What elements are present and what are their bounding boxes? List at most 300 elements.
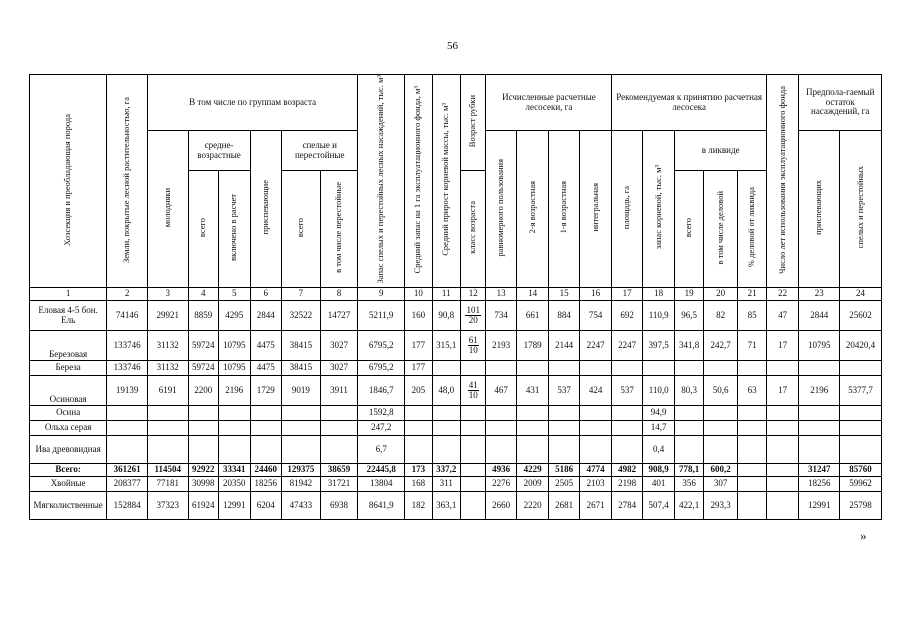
table-cell: 4774 bbox=[579, 464, 612, 477]
fraction-numerator: 41 bbox=[468, 380, 478, 390]
table-cell: 6204 bbox=[250, 492, 282, 520]
table-cell bbox=[766, 421, 799, 436]
table-cell bbox=[219, 436, 251, 464]
table-cell bbox=[738, 421, 766, 436]
header-years-use: Число лет использования эксплуатационного фонда bbox=[766, 75, 799, 288]
header-uniform: равномерного пользования bbox=[486, 131, 516, 288]
header-age-class: класс возраста bbox=[460, 171, 485, 288]
table-row bbox=[30, 406, 882, 421]
table-cell bbox=[738, 436, 766, 464]
table-row bbox=[30, 436, 882, 464]
table-cell: 63 bbox=[738, 376, 766, 406]
column-number: 15 bbox=[549, 288, 579, 301]
table-cell bbox=[432, 361, 460, 376]
table-cell: 14,7 bbox=[642, 421, 675, 436]
table-cell: 177 bbox=[405, 361, 432, 376]
table-cell: 754 bbox=[579, 301, 612, 331]
table-cell bbox=[738, 361, 766, 376]
column-number: 10 bbox=[405, 288, 432, 301]
header-root-stock: запас корневой, тыс. м³ bbox=[642, 131, 675, 288]
age-class-cell bbox=[460, 464, 485, 477]
table-cell bbox=[549, 406, 579, 421]
header-liq-percent: % деловой от ликвида bbox=[738, 171, 766, 288]
table-cell: 0,4 bbox=[642, 436, 675, 464]
table-cell: 2009 bbox=[516, 477, 549, 492]
table-cell: 2144 bbox=[549, 331, 579, 361]
table-cell: 96,5 bbox=[675, 301, 703, 331]
table-cell: 315,1 bbox=[432, 331, 460, 361]
column-number: 7 bbox=[282, 288, 321, 301]
table-cell: 2198 bbox=[612, 477, 642, 492]
table-cell: 20420,4 bbox=[840, 331, 882, 361]
column-number: 13 bbox=[486, 288, 516, 301]
table-cell: 18256 bbox=[799, 477, 840, 492]
table-cell: 30998 bbox=[188, 477, 218, 492]
fraction-denominator: 10 bbox=[468, 390, 478, 400]
age-class-fraction bbox=[468, 381, 479, 400]
table-cell: 778,1 bbox=[675, 464, 703, 477]
table-cell: 692 bbox=[612, 301, 642, 331]
column-number: 18 bbox=[642, 288, 675, 301]
table-cell: 2196 bbox=[799, 376, 840, 406]
table-cell: 48,0 bbox=[432, 376, 460, 406]
table-row bbox=[30, 331, 882, 361]
table-cell: 507,4 bbox=[642, 492, 675, 520]
table-cell: 85760 bbox=[840, 464, 882, 477]
header-remainder: Предпола-гаемый остаток насаждений, га bbox=[799, 75, 882, 131]
table-cell bbox=[675, 361, 703, 376]
table-cell: 3911 bbox=[320, 376, 358, 406]
table-cell: 422,1 bbox=[675, 492, 703, 520]
table-cell: 2247 bbox=[612, 331, 642, 361]
header-mature: спелые и перестойные bbox=[282, 131, 358, 171]
row-label: Мягколиственные bbox=[30, 492, 107, 520]
table-cell: 38415 bbox=[282, 331, 321, 361]
table-cell bbox=[405, 421, 432, 436]
table-cell bbox=[486, 406, 516, 421]
table-cell: 311 bbox=[432, 477, 460, 492]
age-class-fraction bbox=[468, 336, 479, 355]
table-cell: 38415 bbox=[282, 361, 321, 376]
header-section: Хозсекция и преобладающая порода bbox=[30, 75, 107, 288]
table-cell: 2681 bbox=[549, 492, 579, 520]
continuation-mark: » bbox=[860, 528, 867, 543]
table-cell: 133746 bbox=[107, 331, 148, 361]
table-cell bbox=[549, 421, 579, 436]
table-cell: 31132 bbox=[147, 331, 188, 361]
table-cell bbox=[320, 421, 358, 436]
row-label: Березовая bbox=[30, 331, 107, 361]
header-integral: интегральная bbox=[579, 131, 612, 288]
table-cell: 168 bbox=[405, 477, 432, 492]
table-cell bbox=[766, 361, 799, 376]
table-cell: 90,8 bbox=[432, 301, 460, 331]
table-cell: 92922 bbox=[188, 464, 218, 477]
table-cell bbox=[250, 436, 282, 464]
header-mid-total: всего bbox=[188, 171, 218, 288]
table-cell: 85 bbox=[738, 301, 766, 331]
table-cell: 47433 bbox=[282, 492, 321, 520]
table-cell: 424 bbox=[579, 376, 612, 406]
table-cell: 341,8 bbox=[675, 331, 703, 361]
column-number: 12 bbox=[460, 288, 485, 301]
table-cell: 177 bbox=[405, 331, 432, 361]
row-label: Осиновая bbox=[30, 376, 107, 406]
table-cell bbox=[516, 436, 549, 464]
table-cell bbox=[703, 361, 738, 376]
header-cutting-age: Возраст рубки bbox=[460, 75, 485, 171]
table-cell bbox=[579, 421, 612, 436]
page-number: 56 bbox=[447, 40, 458, 52]
table-cell: 38659 bbox=[320, 464, 358, 477]
header-liq-total: всего bbox=[675, 171, 703, 288]
header-rem-maturing: приспевающих bbox=[799, 131, 840, 288]
table-cell: 4295 bbox=[219, 301, 251, 331]
table-cell: 29921 bbox=[147, 301, 188, 331]
header-mature-total: всего bbox=[282, 171, 321, 288]
table-cell: 114504 bbox=[147, 464, 188, 477]
header-maturing: приспевающие bbox=[250, 131, 282, 288]
table-cell: 397,5 bbox=[642, 331, 675, 361]
table-cell: 10795 bbox=[799, 331, 840, 361]
table-cell: 247,2 bbox=[358, 421, 405, 436]
column-number: 21 bbox=[738, 288, 766, 301]
table-cell: 401 bbox=[642, 477, 675, 492]
table-cell bbox=[188, 406, 218, 421]
table-cell: 32522 bbox=[282, 301, 321, 331]
table-cell bbox=[642, 361, 675, 376]
column-number: 9 bbox=[358, 288, 405, 301]
table-cell bbox=[799, 361, 840, 376]
column-number: 22 bbox=[766, 288, 799, 301]
header-overmature: в том числе перестойные bbox=[320, 171, 358, 288]
table-cell bbox=[579, 436, 612, 464]
table-cell bbox=[675, 406, 703, 421]
table-row bbox=[30, 477, 882, 492]
table-cell: 2505 bbox=[549, 477, 579, 492]
header-second-age: 2-я возрастная bbox=[516, 131, 549, 288]
table-cell: 661 bbox=[516, 301, 549, 331]
table-cell bbox=[840, 421, 882, 436]
table-cell bbox=[486, 361, 516, 376]
column-number: 3 bbox=[147, 288, 188, 301]
age-class-cell bbox=[460, 421, 485, 436]
column-number: 1 bbox=[30, 288, 107, 301]
table-cell bbox=[766, 477, 799, 492]
table-cell bbox=[703, 436, 738, 464]
table-cell bbox=[320, 406, 358, 421]
table-cell bbox=[612, 436, 642, 464]
table-cell bbox=[799, 421, 840, 436]
table-cell bbox=[766, 436, 799, 464]
table-cell bbox=[107, 406, 148, 421]
table-cell: 4936 bbox=[486, 464, 516, 477]
table-cell: 6,7 bbox=[358, 436, 405, 464]
table-cell bbox=[703, 406, 738, 421]
table-cell: 3027 bbox=[320, 361, 358, 376]
table-cell: 18256 bbox=[250, 477, 282, 492]
table-cell: 6191 bbox=[147, 376, 188, 406]
header-avg-stock: Средний запас на 1 га эксплуатационного фонда, м³ bbox=[405, 75, 432, 288]
table-cell bbox=[282, 436, 321, 464]
forest-resources-table bbox=[29, 74, 882, 520]
table-cell bbox=[840, 436, 882, 464]
fraction-numerator: 61 bbox=[468, 335, 478, 345]
table-cell bbox=[612, 406, 642, 421]
table-cell bbox=[147, 421, 188, 436]
table-cell bbox=[320, 436, 358, 464]
table-cell: 356 bbox=[675, 477, 703, 492]
table-cell: 74146 bbox=[107, 301, 148, 331]
header-middle-aged: средне-возрастные bbox=[188, 131, 250, 171]
table-cell bbox=[486, 436, 516, 464]
table-cell bbox=[250, 421, 282, 436]
table-cell bbox=[612, 421, 642, 436]
table-row bbox=[30, 421, 882, 436]
column-number: 4 bbox=[188, 288, 218, 301]
table-cell: 205 bbox=[405, 376, 432, 406]
table-cell: 6795,2 bbox=[358, 331, 405, 361]
table-cell bbox=[107, 421, 148, 436]
fraction-numerator: 101 bbox=[466, 305, 480, 315]
fraction-denominator: 10 bbox=[468, 345, 478, 355]
table-cell: 361261 bbox=[107, 464, 148, 477]
table-cell: 133746 bbox=[107, 361, 148, 376]
age-class-cell bbox=[460, 492, 485, 520]
table-cell: 734 bbox=[486, 301, 516, 331]
column-number: 14 bbox=[516, 288, 549, 301]
table-cell bbox=[675, 436, 703, 464]
table-cell: 467 bbox=[486, 376, 516, 406]
table-cell: 110,9 bbox=[642, 301, 675, 331]
header-calculated-cuts: Исчисленные расчетные лесосеки, га bbox=[486, 75, 612, 131]
table-cell: 1846,7 bbox=[358, 376, 405, 406]
table-cell: 908,9 bbox=[642, 464, 675, 477]
table-cell: 2671 bbox=[579, 492, 612, 520]
table-cell: 59724 bbox=[188, 331, 218, 361]
column-number: 5 bbox=[219, 288, 251, 301]
fraction-denominator: 20 bbox=[468, 315, 478, 325]
header-young: молодняки bbox=[147, 131, 188, 288]
table-cell: 33341 bbox=[219, 464, 251, 477]
column-number: 6 bbox=[250, 288, 282, 301]
column-number: 19 bbox=[675, 288, 703, 301]
table-cell bbox=[612, 361, 642, 376]
table-cell: 5211,9 bbox=[358, 301, 405, 331]
column-number: 8 bbox=[320, 288, 358, 301]
table-cell: 2247 bbox=[579, 331, 612, 361]
table-row bbox=[30, 361, 882, 376]
table-cell bbox=[516, 361, 549, 376]
table-cell: 31247 bbox=[799, 464, 840, 477]
age-class-cell bbox=[460, 477, 485, 492]
table-cell: 9019 bbox=[282, 376, 321, 406]
table-cell bbox=[432, 406, 460, 421]
table-cell: 4475 bbox=[250, 361, 282, 376]
row-label: Ольха серая bbox=[30, 421, 107, 436]
header-rem-mature: спелых и перестойных bbox=[840, 131, 882, 288]
table-cell bbox=[282, 406, 321, 421]
table-cell bbox=[738, 477, 766, 492]
header-age-groups: В том числе по группам возраста bbox=[147, 75, 357, 131]
table-cell bbox=[432, 436, 460, 464]
table-cell bbox=[516, 421, 549, 436]
table-cell: 537 bbox=[612, 376, 642, 406]
table-cell bbox=[486, 421, 516, 436]
column-number: 20 bbox=[703, 288, 738, 301]
table-cell: 2103 bbox=[579, 477, 612, 492]
header-liquid: в ликвиде bbox=[675, 131, 766, 171]
table-cell bbox=[799, 406, 840, 421]
table-cell: 19139 bbox=[107, 376, 148, 406]
column-number: 11 bbox=[432, 288, 460, 301]
table-cell bbox=[766, 406, 799, 421]
table-cell: 25602 bbox=[840, 301, 882, 331]
table-cell: 160 bbox=[405, 301, 432, 331]
table-cell bbox=[840, 406, 882, 421]
table-cell: 2660 bbox=[486, 492, 516, 520]
table-cell: 152884 bbox=[107, 492, 148, 520]
table-cell bbox=[549, 436, 579, 464]
table-cell: 80,3 bbox=[675, 376, 703, 406]
table-cell: 173 bbox=[405, 464, 432, 477]
row-label: Еловая 4-5 бон. Ель bbox=[30, 301, 107, 331]
table-cell bbox=[405, 406, 432, 421]
table-cell bbox=[840, 361, 882, 376]
table-cell bbox=[549, 361, 579, 376]
table-cell: 71 bbox=[738, 331, 766, 361]
table-cell: 4982 bbox=[612, 464, 642, 477]
table-cell: 5186 bbox=[549, 464, 579, 477]
row-label: Береза bbox=[30, 361, 107, 376]
table-cell bbox=[282, 421, 321, 436]
table-row bbox=[30, 376, 882, 406]
column-number: 24 bbox=[840, 288, 882, 301]
table-cell: 77181 bbox=[147, 477, 188, 492]
table-cell bbox=[147, 406, 188, 421]
table-cell bbox=[703, 421, 738, 436]
age-class-cell bbox=[460, 361, 485, 376]
table-cell: 363,1 bbox=[432, 492, 460, 520]
column-number: 16 bbox=[579, 288, 612, 301]
table-cell: 17 bbox=[766, 331, 799, 361]
table-cell: 50,6 bbox=[703, 376, 738, 406]
table-cell: 14727 bbox=[320, 301, 358, 331]
table-cell: 1789 bbox=[516, 331, 549, 361]
age-class-cell bbox=[460, 406, 485, 421]
table-cell: 61924 bbox=[188, 492, 218, 520]
table-cell: 82 bbox=[703, 301, 738, 331]
table-cell bbox=[738, 464, 766, 477]
age-class-cell bbox=[460, 301, 485, 331]
table-cell bbox=[579, 406, 612, 421]
header-first-age: 1-я возрастная bbox=[549, 131, 579, 288]
table-cell: 431 bbox=[516, 376, 549, 406]
table-cell: 81942 bbox=[282, 477, 321, 492]
table-cell: 13804 bbox=[358, 477, 405, 492]
table-cell bbox=[799, 436, 840, 464]
table-cell: 10795 bbox=[219, 331, 251, 361]
table-cell bbox=[405, 436, 432, 464]
header-avg-growth: Средний прирост корневой массы, тыс. м³ bbox=[432, 75, 460, 288]
row-label: Хвойные bbox=[30, 477, 107, 492]
age-class-cell bbox=[460, 331, 485, 361]
row-label: Всего: bbox=[30, 464, 107, 477]
table-cell: 537 bbox=[549, 376, 579, 406]
table-cell: 2193 bbox=[486, 331, 516, 361]
table-cell: 208377 bbox=[107, 477, 148, 492]
table-cell bbox=[219, 406, 251, 421]
table-row bbox=[30, 301, 882, 331]
table-cell: 12991 bbox=[219, 492, 251, 520]
table-row bbox=[30, 464, 882, 477]
table-cell: 6938 bbox=[320, 492, 358, 520]
table-cell: 20350 bbox=[219, 477, 251, 492]
table-cell: 884 bbox=[549, 301, 579, 331]
table-cell: 307 bbox=[703, 477, 738, 492]
table-cell bbox=[766, 492, 799, 520]
table-cell: 2844 bbox=[250, 301, 282, 331]
table-cell: 600,2 bbox=[703, 464, 738, 477]
table-cell bbox=[432, 421, 460, 436]
table-cell: 12991 bbox=[799, 492, 840, 520]
table-cell: 4229 bbox=[516, 464, 549, 477]
table-cell: 110,0 bbox=[642, 376, 675, 406]
table-cell bbox=[188, 421, 218, 436]
table-cell bbox=[516, 406, 549, 421]
table-cell: 37323 bbox=[147, 492, 188, 520]
table-cell bbox=[766, 464, 799, 477]
table-cell bbox=[738, 406, 766, 421]
header-mid-included: включено в расчет bbox=[219, 171, 251, 288]
table-cell: 2784 bbox=[612, 492, 642, 520]
age-class-fraction bbox=[465, 306, 481, 325]
age-class-cell bbox=[460, 436, 485, 464]
table-cell bbox=[579, 361, 612, 376]
table-cell: 2196 bbox=[219, 376, 251, 406]
table-cell: 59962 bbox=[840, 477, 882, 492]
table-cell: 31132 bbox=[147, 361, 188, 376]
table-cell: 182 bbox=[405, 492, 432, 520]
table-cell bbox=[147, 436, 188, 464]
table-cell: 1729 bbox=[250, 376, 282, 406]
table-cell: 3027 bbox=[320, 331, 358, 361]
column-number: 17 bbox=[612, 288, 642, 301]
table-cell: 4475 bbox=[250, 331, 282, 361]
column-number: 2 bbox=[107, 288, 148, 301]
table-cell: 6795,2 bbox=[358, 361, 405, 376]
table-cell: 59724 bbox=[188, 361, 218, 376]
table-cell bbox=[675, 421, 703, 436]
table-cell: 5377,7 bbox=[840, 376, 882, 406]
table-cell: 8859 bbox=[188, 301, 218, 331]
table-cell: 2220 bbox=[516, 492, 549, 520]
table-cell: 10795 bbox=[219, 361, 251, 376]
table-cell: 94,9 bbox=[642, 406, 675, 421]
table-cell: 8641,9 bbox=[358, 492, 405, 520]
column-number: 23 bbox=[799, 288, 840, 301]
header-area: площадь, га bbox=[612, 131, 642, 288]
table-cell bbox=[188, 436, 218, 464]
table-cell: 2200 bbox=[188, 376, 218, 406]
table-cell: 17 bbox=[766, 376, 799, 406]
table-cell: 1592,8 bbox=[358, 406, 405, 421]
header-covered-land: Земли, покрытые лесной растительностью, га bbox=[107, 75, 148, 288]
table-cell: 129375 bbox=[282, 464, 321, 477]
row-label: Осина bbox=[30, 406, 107, 421]
table-cell: 25798 bbox=[840, 492, 882, 520]
header-recommended-cut: Рекомендуемая к принятию расчетная лесосека bbox=[612, 75, 766, 131]
